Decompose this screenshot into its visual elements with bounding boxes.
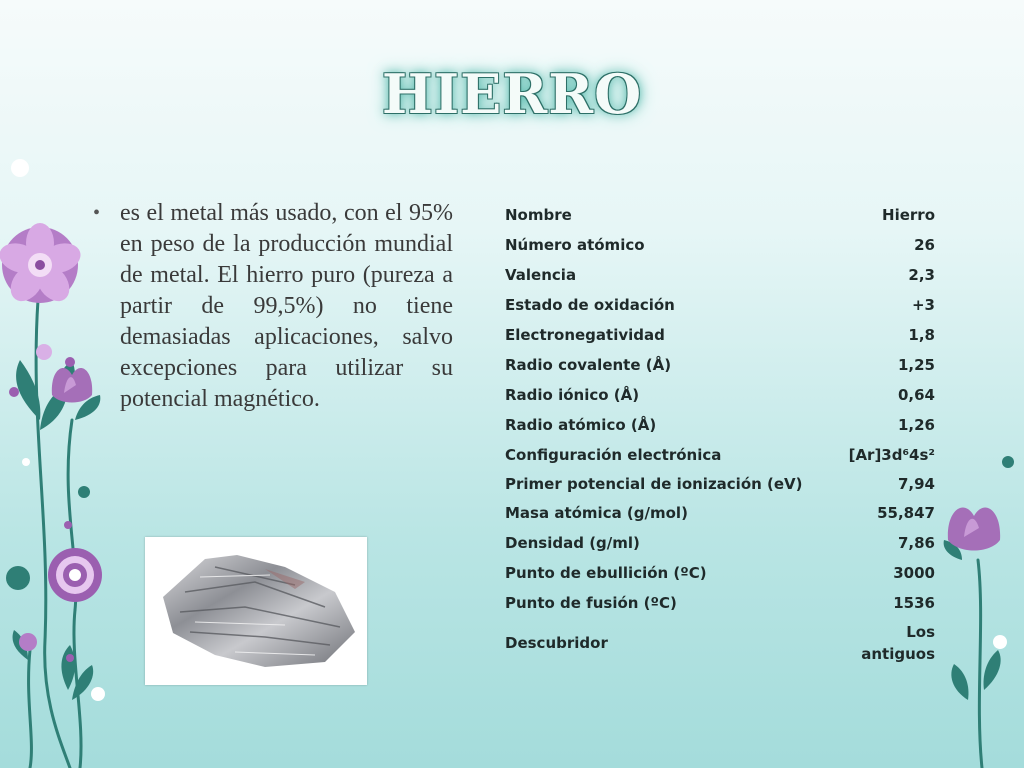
- iron-ore-photo: [145, 537, 367, 685]
- property-value: +3: [911, 296, 935, 314]
- property-row: [500, 440, 940, 470]
- property-label: Masa atómica (g/mol): [505, 504, 688, 522]
- property-label: Punto de ebullición (ºC): [505, 564, 707, 582]
- property-row: [500, 380, 940, 410]
- property-value: [Ar]3d⁶4s²: [848, 446, 935, 464]
- property-label: Radio covalente (Å): [505, 356, 672, 374]
- property-value: 1536: [893, 594, 935, 612]
- property-row: [500, 528, 940, 558]
- property-label: Punto de fusión (ºC): [505, 594, 677, 612]
- property-label: Estado de oxidación: [505, 296, 675, 314]
- property-row: [500, 410, 940, 440]
- property-label: Radio atómico (Å): [505, 416, 657, 434]
- property-value: 7,94: [897, 475, 935, 493]
- property-row: [500, 558, 940, 588]
- property-value: 2,3: [908, 266, 935, 284]
- property-value: 55,847: [877, 504, 935, 522]
- property-label: Valencia: [505, 266, 577, 284]
- property-row: [500, 230, 940, 260]
- property-label: Nombre: [505, 206, 572, 224]
- slide-title: HIERRO: [381, 62, 643, 126]
- property-value: 26: [914, 236, 935, 254]
- property-value: 1,8: [908, 326, 935, 344]
- property-label: Radio iónico (Å): [505, 386, 640, 404]
- iron-properties-table: [500, 200, 940, 668]
- property-value: Los antiguos: [861, 623, 935, 663]
- bullet-paragraph: [95, 198, 453, 415]
- property-value: 1,25: [897, 356, 935, 374]
- property-row: [500, 618, 940, 668]
- property-row: [500, 588, 940, 618]
- property-row: [500, 200, 940, 230]
- property-value: Hierro: [882, 206, 935, 224]
- property-value: 7,86: [897, 534, 935, 552]
- property-row: [500, 290, 940, 320]
- property-row: [500, 470, 940, 498]
- property-label: Densidad (g/ml): [505, 534, 640, 552]
- bullet-text: es el metal más usado, con el 95% en peso de la producción mundial de metal. El hierro puro (pureza a partir de 99,5%) no tiene demasiadas aplicaciones, salvo excepciones para utilizar su potencial magnético.: [120, 200, 453, 412]
- property-label: Número atómico: [505, 236, 645, 254]
- property-row: [500, 320, 940, 350]
- property-value: 1,26: [897, 416, 935, 434]
- property-row: [500, 350, 940, 380]
- property-label: Primer potencial de ionización (eV): [505, 475, 803, 493]
- property-label: Configuración electrónica: [505, 446, 722, 464]
- property-value: 3000: [893, 564, 935, 582]
- property-label: Descubridor: [505, 634, 608, 652]
- property-row: [500, 260, 940, 290]
- property-row: [500, 498, 940, 528]
- property-value: 0,64: [897, 386, 935, 404]
- property-label: Electronegatividad: [505, 326, 665, 344]
- bullet-marker: •: [93, 202, 101, 224]
